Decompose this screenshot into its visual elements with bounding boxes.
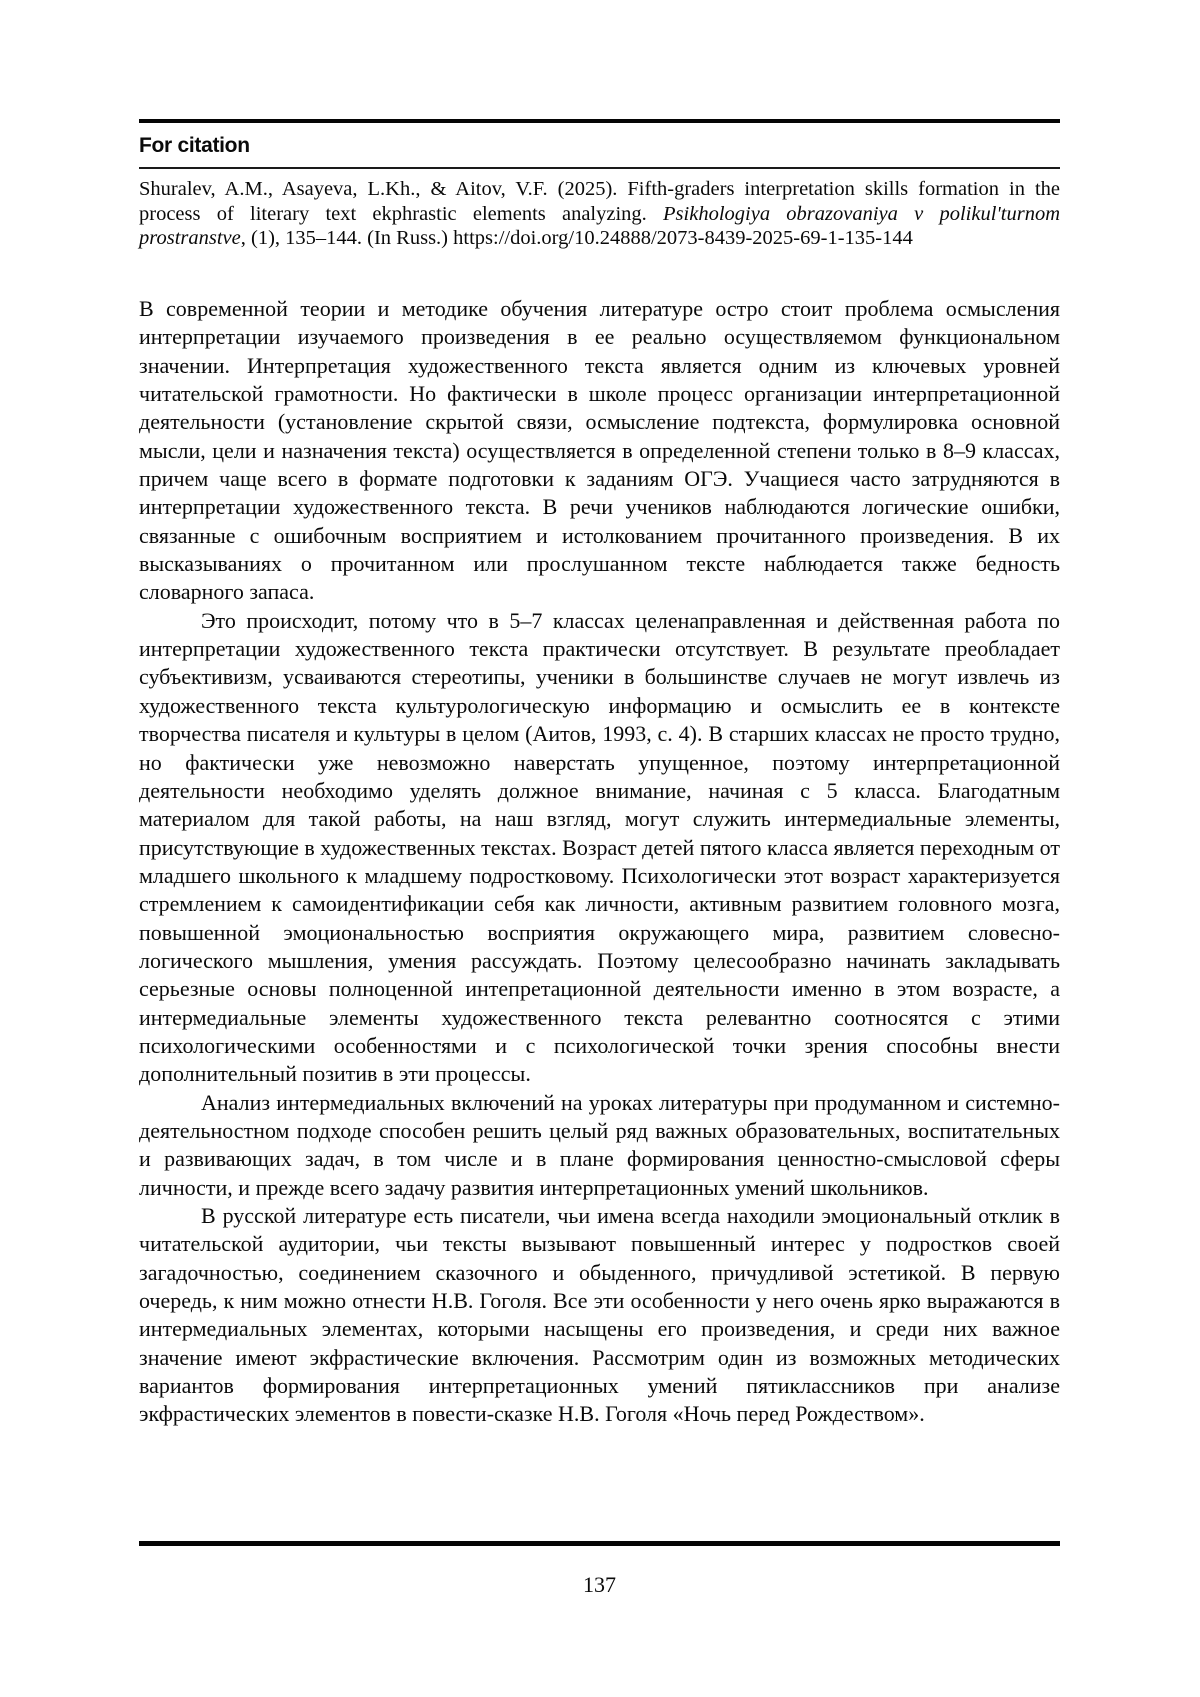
citation-journal-title: Psikhologiya obrazovaniya v polikul'turnom prostranstve <box>139 202 1061 250</box>
for-citation-heading: For citation <box>139 134 250 157</box>
citation-text-prefix: Shuralev, A.M., Asayeva, L.Kh., & Aitov, V.F. (2025). Fifth-graders interpretation skills formation in the process of literary text ekphrastic elements analyzing. <box>139 178 1060 225</box>
citation-heading-rule <box>139 167 1060 169</box>
header-top-rule <box>139 119 1060 123</box>
page-number: 137 <box>583 1572 616 1597</box>
article-body <box>139 295 1060 1429</box>
citation-text-suffix: , (1), 135–144. (In Russ.) https://doi.org/10.24888/2073-8439-2025-69-1-135-144 <box>240 227 913 250</box>
body-paragraph-4: В русской литературе есть писатели, чьи имена всегда находили эмоциональный отклик в читательской аудитории, чьи тексты вызывают повышенный интерес у подростков своей загадочностью, соединением сказочного и обыденного, причудливой эстетикой. В первую очередь, к ним можно отнести Н.В. Гоголя. Все эти особенности у него очень ярко выражаются в интермедиальных элементах, которыми насыщены его произведения, и среди них важное значение имеют экфрастические включения. Рассмотрим один из возможных методических вариантов формирования интерпретационных умений пятиклассников при анализе экфрастических элементов в повести-сказке Н.В. Гоголя «Ночь перед Рождеством». <box>139 1203 1060 1427</box>
footer-rule <box>139 1541 1060 1546</box>
citation-text <box>139 177 1060 251</box>
body-paragraph-1: В современной теории и методике обучения литературе остро стоит проблема осмысления интерпретации изучаемого произведения в ее реально осуществляемом функциональном значении. Интерпретация художественного текста является одним из ключевых уровней читательской грамотности. Но фактически в школе процесс организации интерпретационной деятельности (установление скрытой связи, осмысление подтекста, формулировка основной мысли, цели и назначения текста) осуществляется в определенной степени только в 8–9 классах, причем чаще всего в формате подготовки к заданиям ОГЭ. Учащиеся часто затрудняются в интерпретации художественного текста. В речи учеников наблюдаются логические ошибки, связанные с ошибочным восприятием и истолкованием прочитанного произведения. В их высказываниях о прочитанном или прослушанном тексте наблюдается также бедность словарного запаса. <box>139 296 1060 605</box>
body-paragraph-2: Это происходит, потому что в 5–7 классах целенаправленная и действенная работа по интерпретации художественного текста практически отсутствует. В результате преобладает субъективизм, усваиваются стереотипы, ученики в большинстве случаев не могут извлечь из художественного текста культурологическую информацию и осмыслить ее в контексте творчества писателя и культуры в целом (Аитов, 1993, с. 4). В старших классах не просто трудно, но фактически уже невозможно наверстать упущенное, поэтому интерпретационной деятельности необходимо уделять должное внимание, начиная с 5 класса. Благодатным материалом для такой работы, на наш взгляд, могут служить интермедиальные элементы, присутствующие в художественных текстах. Возраст детей пятого класса является переходным от младшего школьного к младшему подростковому. Психологически этот возраст характеризуется стремлением к самоидентификации себя как личности, активным развитием головного мозга, повышенной эмоциональностью восприятия окружающего мира, развитием словесно-логического мышления, умения рассуждать. Поэтому целесообразно начинать закладывать серьезные основы полноценной интепретационной деятельности именно в этом возрасте, а интермедиальные элементы художественного текста релевантно соотносятся с этими психологическими особенностями и с психологической точки зрения способны внести дополнительный позитив в эти процессы. <box>139 607 1060 1087</box>
body-paragraph-3: Анализ интермедиальных включений на уроках литературы при продуманном и системно-деятельностном подходе способен решить целый ряд важных образовательных, воспитательных и развивающих задач, в том числе и в плане формирования ценностно-смысловой сферы личности, и прежде всего задачу развития интерпретационных умений школьников. <box>139 1089 1060 1200</box>
